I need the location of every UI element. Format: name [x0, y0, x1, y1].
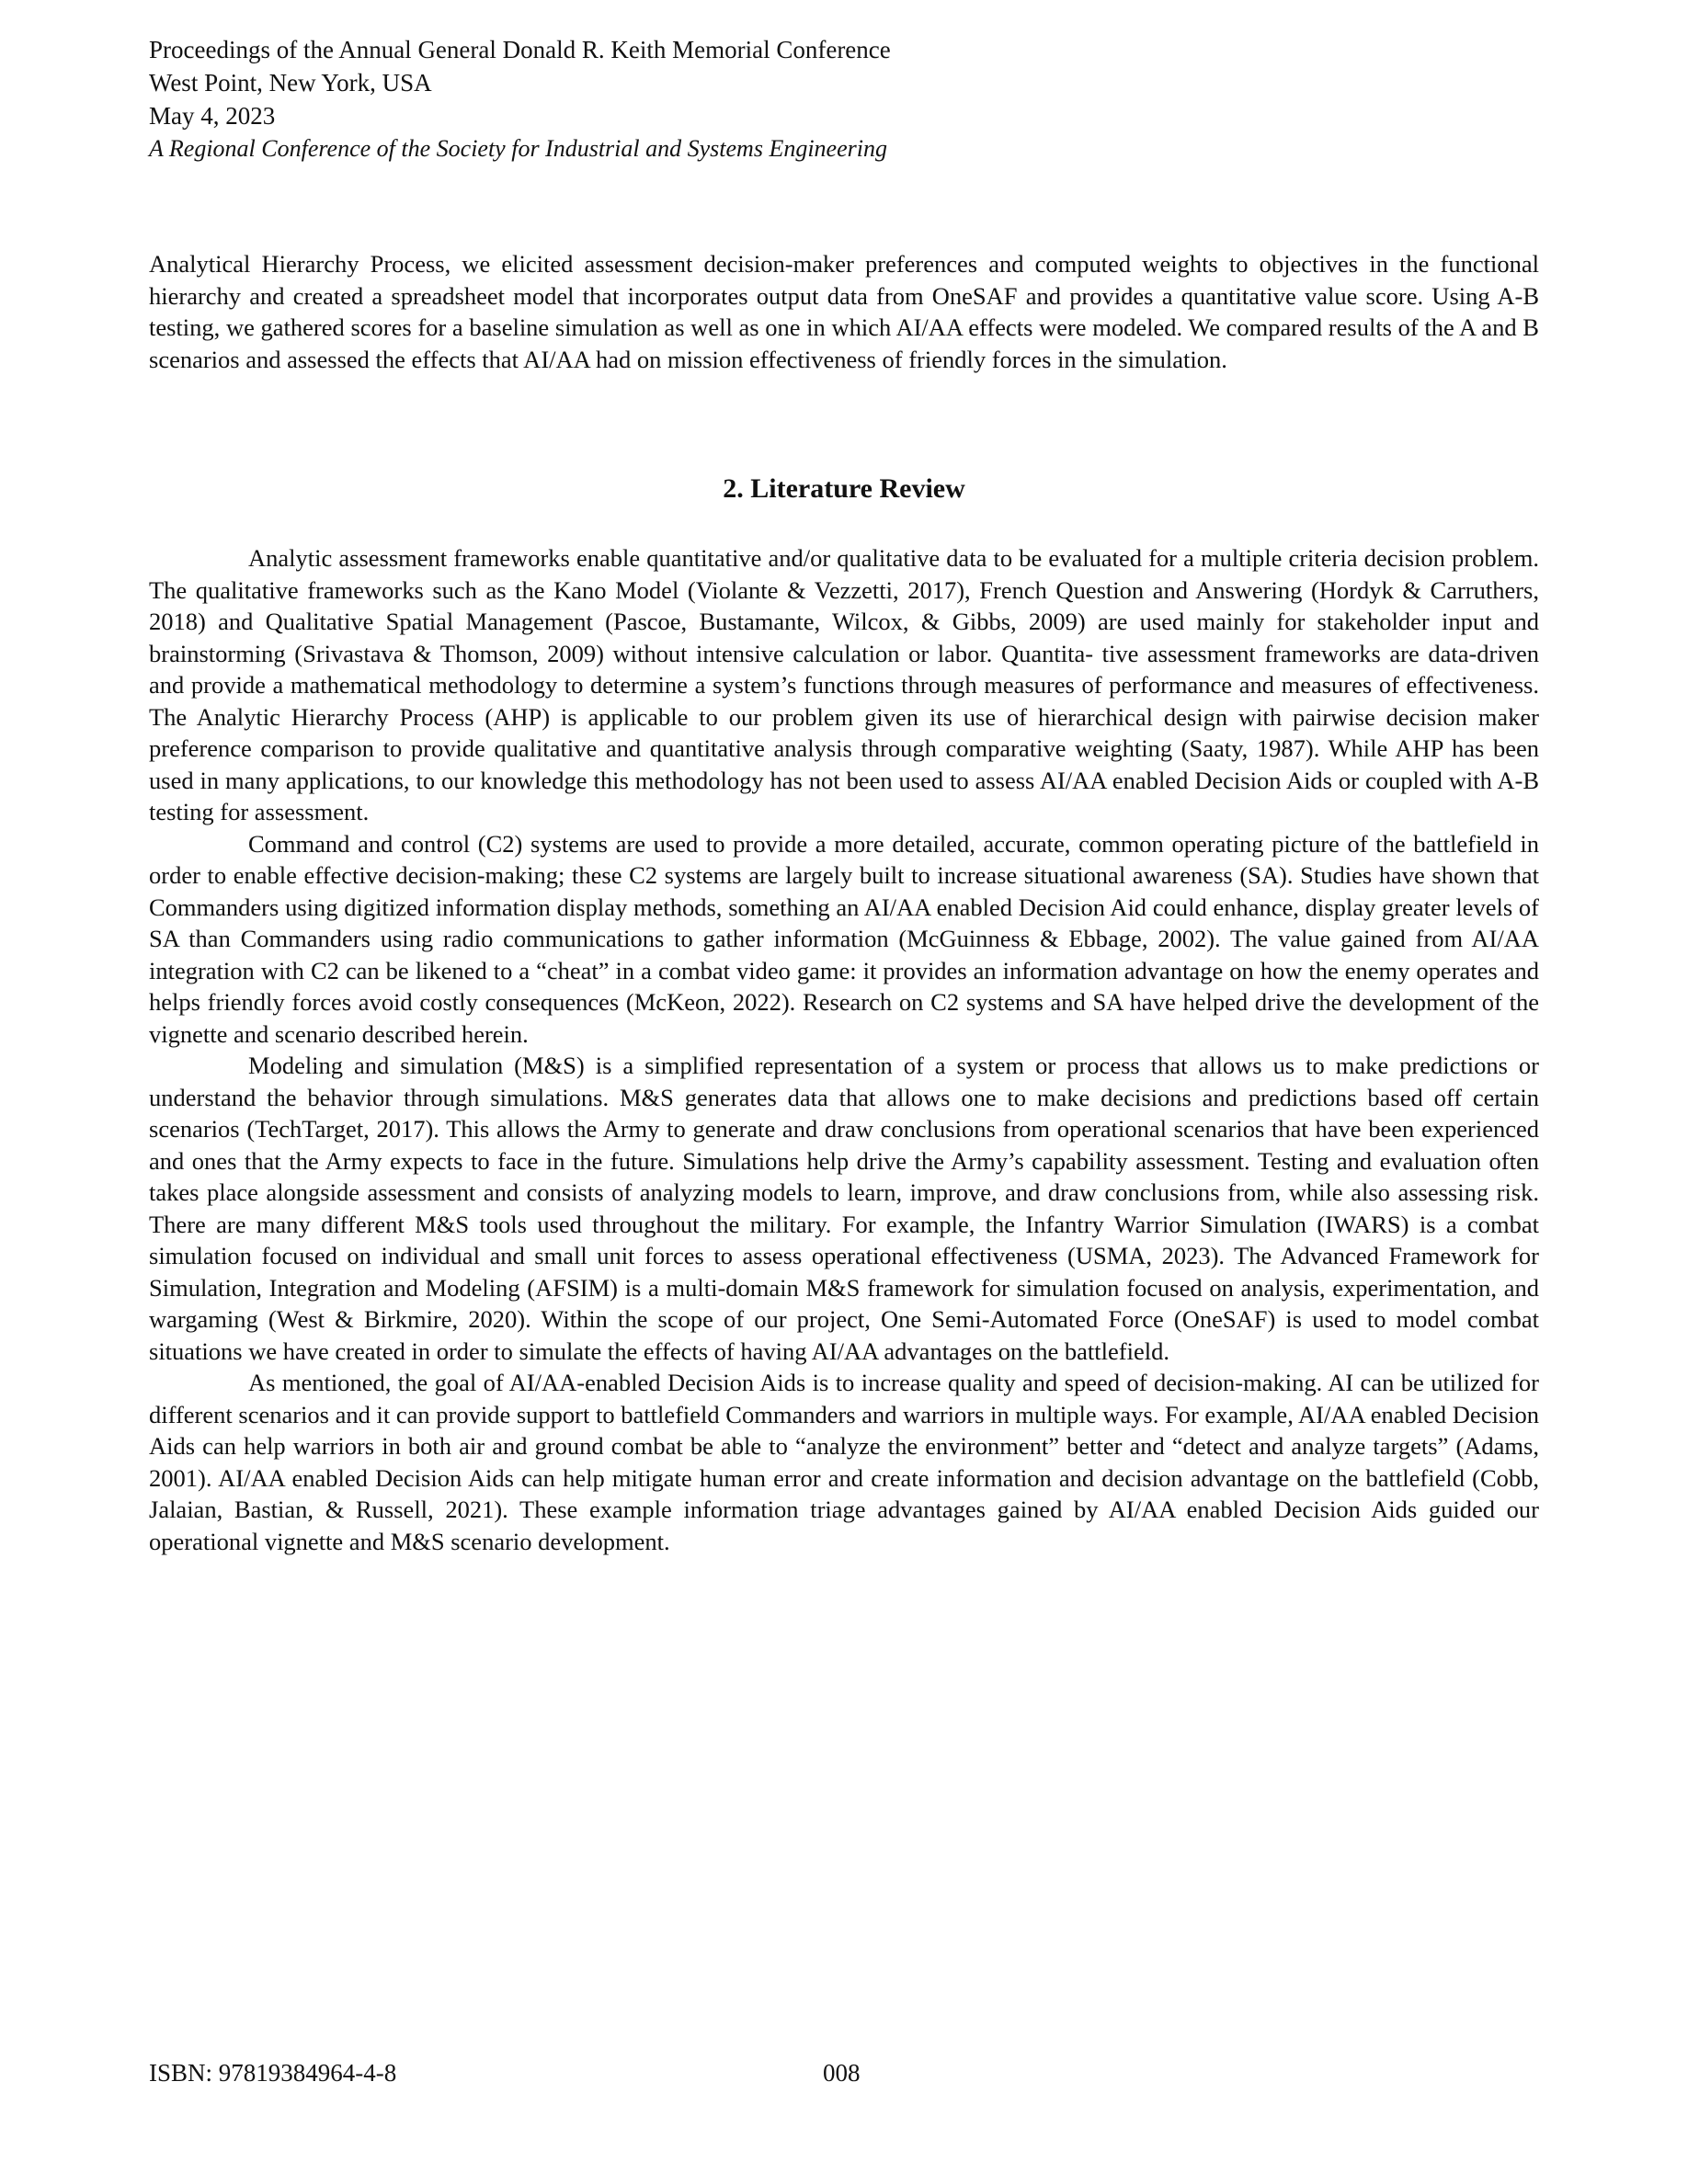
- paragraph: Command and control (C2) systems are used to provide a more detailed, accurate, common operating picture of the battlefield in order to enable effective decision-making; these C2 systems are largely built to increase situational awareness (SA). Studies have shown that Commanders using digitized information display methods, something an AI/AA enabled Decision Aid could enhance, display greater levels of SA than Commanders using radio communications to gather information (McGuinness & Ebbage, 2002). The value gained from AI/AA integration with C2 can be likened to a “cheat” in a combat video game: it provides an information advantage on how the enemy operates and helps friendly forces avoid costly consequences (McKeon, 2022). Research on C2 systems and SA have helped drive the development of the vignette and scenario described herein.: [149, 829, 1539, 1048]
- intro-paragraph: Analytical Hierarchy Process, we elicited assessment decision-maker preferences and computed weights to objectives in the functional hierarchy and created a spreadsheet model that incorporates output data from OneSAF and provides a quantitative value score. Using A-B testing, we gathered scores for a baseline simulation as well as one in which AI/AA effects were modeled. We compared results of the A and B scenarios and assessed the effects that AI/AA had on mission effectiveness of friendly forces in the simulation.: [149, 250, 1539, 373]
- page: [149, 33, 1539, 1555]
- section-heading: 2. Literature Review: [723, 473, 965, 504]
- conference-location: West Point, New York, USA: [149, 69, 432, 97]
- paragraph: Modeling and simulation (M&S) is a simplified representation of a system or process that allows us to make predictions or understand the behavior through simulations. M&S generates data that allows one to make decisions and predictions based off certain scenarios (TechTarget, 2017). This allows the Army to generate and draw conclusions from operational scenarios that have been experienced and ones that the Army expects to face in the future. Simulations help drive the Army’s capability assessment. Testing and evaluation often takes place alongside assessment and consists of analyzing models to learn, improve, and draw conclusions from, while also assessing risk. There are many different M&S tools used throughout the military. For example, the Infantry Warrior Simulation (IWARS) is a combat simulation focused on individual and small unit forces to assess operational effectiveness (USMA, 2023). The Advanced Framework for Simulation, Integration and Modeling (AFSIM) is a multi-domain M&S framework for simulation focused on analysis, experimentation, and wargaming (West & Birkmire, 2020). Within the scope of our project, One Semi-Automated Force (OneSAF) is used to model combat situations we have created in order to simulate the effects of having AI/AA advantages on the battlefield.: [149, 1052, 1539, 1365]
- intro-section: [149, 248, 1539, 375]
- paragraph: As mentioned, the goal of AI/AA-enabled Decision Aids is to increase quality and speed of decision-making. AI can be utilized for different scenarios and it can provide support to battlefield Commanders and warriors in multiple ways. For example, AI/AA enabled Decision Aids can help warriors in both air and ground combat be able to “analyze the environment” better and “detect and analyze targets” (Adams, 2001). AI/AA enabled Decision Aids can help mitigate human error and create information and decision advantage on the battlefield (Cobb, Jalaian, Bastian, & Russell, 2021). These example information triage advantages gained by AI/AA enabled Decision Aids guided our operational vignette and M&S scenario development.: [149, 1369, 1539, 1555]
- page-footer: [149, 2054, 1539, 2091]
- isbn-label: ISBN: 97819384964-4-8: [149, 2059, 397, 2087]
- conference-title: Proceedings of the Annual General Donald R. Keith Memorial Conference: [149, 36, 891, 63]
- literature-review-body: [149, 542, 1539, 1557]
- paragraph: Analytic assessment frameworks enable quantitative and/or qualitative data to be evaluated for a multiple criteria decision problem. The qualitative frameworks such as the Kano Model (Violante & Vezzetti, 2017), French Question and Answering (Hordyk & Carruthers, 2018) and Qualitative Spatial Management (Pascoe, Bustamante, Wilcox, & Gibbs, 2009) are used mainly for stakeholder input and brainstorming (Srivastava & Thomson, 2009) without intensive calculation or labor. Quantita- tive assessment frameworks are data-driven and provide a mathematical methodology to determine a system’s functions through measures of performance and measures of effectiveness. The Analytic Hierarchy Process (AHP) is applicable to our problem given its use of hierarchical design with pairwise decision maker preference comparison to provide qualitative and quantitative analysis through comparative weighting (Saaty, 1987). While AHP has been used in many applications, to our knowledge this methodology has not been used to assess AI/AA enabled Decision Aids or coupled with A-B testing for assessment.: [149, 544, 1539, 825]
- page-number: 008: [823, 2059, 861, 2087]
- conference-date: May 4, 2023: [149, 102, 276, 130]
- conference-subtitle: A Regional Conference of the Society for Industrial and Systems Engineering: [149, 135, 887, 162]
